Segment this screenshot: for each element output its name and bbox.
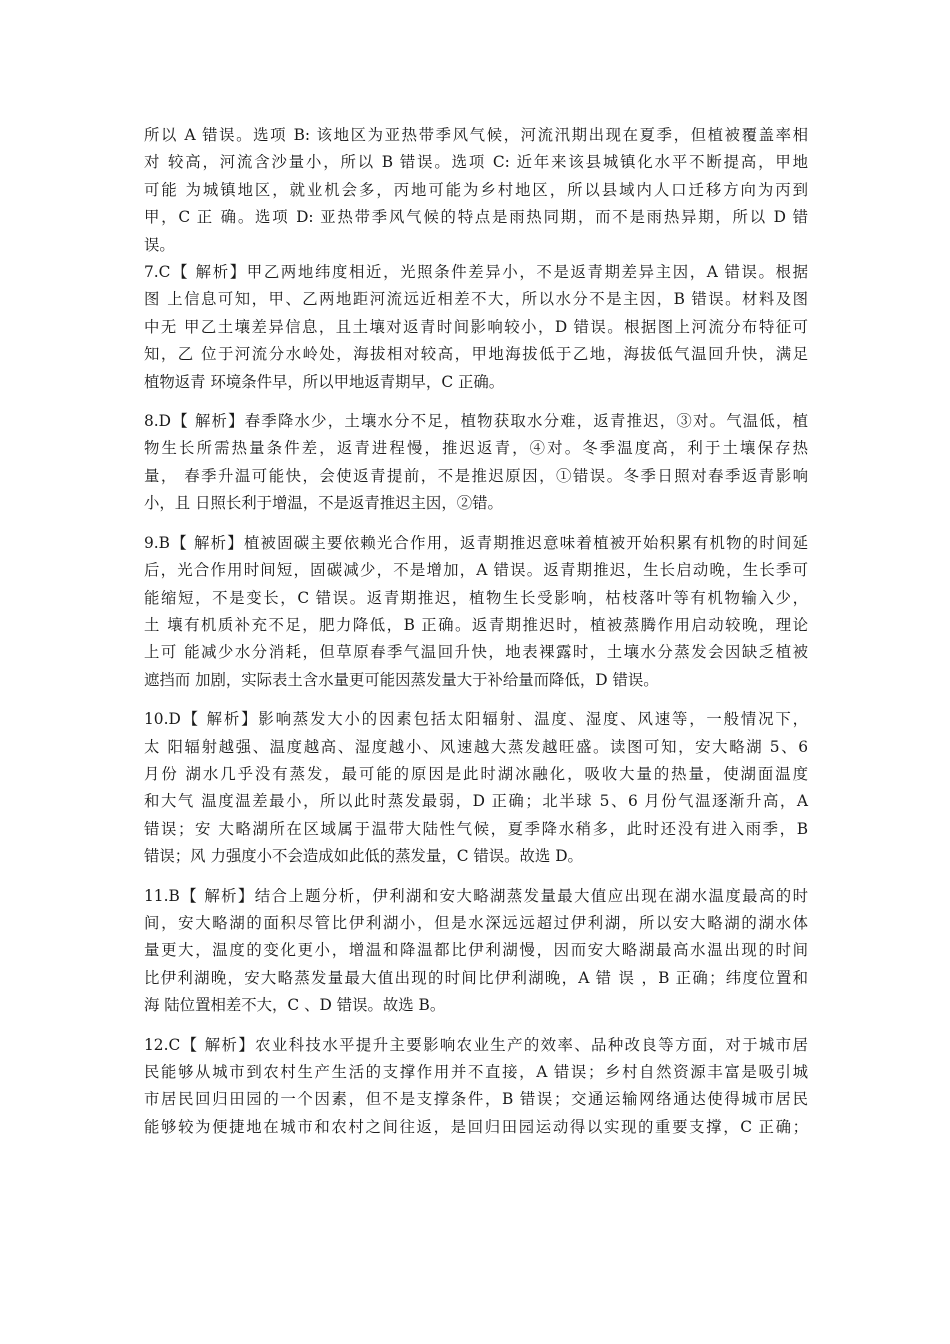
text-line: 能够较为便捷地在城市和农村之间往返，是回归田园运动得以实现的重要支撑，C 正确； (144, 1117, 808, 1136)
paragraph-answer-11 (144, 883, 808, 1020)
text-line: 植物返青 环境条件早，所以甲地返青期早，C 正确。 (144, 372, 505, 391)
text-line: 量更大，温度的变化更小，增温和降温都比伊利湖慢，因而安大略湖最高水温出现的时间 (144, 941, 808, 960)
text-line: 11.B【 解析】结合上题分析，伊利湖和安大略湖蒸发量最大值应出现在湖水温度最高的时 (144, 886, 808, 905)
text-line: 小，且 日照长利于增温，不是返青推迟主因，②错。 (144, 494, 503, 513)
text-line: 市居民回归田园的一个因素，但不是支撑条件，B 错误；交通运输网络通达使得城市居民 (144, 1090, 808, 1109)
text-line: 量， 春季升温可能快，会使返青提前，不是推迟原因，①错误。冬季日照对春季返青影响 (144, 466, 808, 485)
text-line: 甲，C 正 确。选项 D: 亚热带季风气候的特点是雨热同期，而不是雨热异期，所以 D 错 (144, 208, 808, 227)
text-line: 错误；安 大略湖所在区域属于温带大陆性气候，夏季降水稍多，此时还没有进入雨季，B (144, 819, 808, 838)
paragraph-answer-10 (144, 706, 808, 870)
text-line: 误。 (144, 235, 175, 254)
text-line: 民能够从城市到农村生产生活的支撑作用并不直接，A 错误；乡村自然资源丰富是吸引城 (144, 1063, 808, 1081)
text-line: 太 阳辐射越强、温度越高、湿度越小、风速越大蒸发越旺盛。读图可知，安大略湖 5、6 (144, 737, 808, 756)
text-line: 图 上信息可知，甲、乙两地距河流远近相差不大，所以水分不是主因，B 错误。材料及图 (144, 290, 808, 309)
answer-explanations (144, 122, 808, 1141)
text-line: 错误；风 力强度小不会造成如此低的蒸发量，C 错误。故选 D。 (144, 847, 583, 866)
text-line: 对 较高，河流含沙量小，所以 B 错误。选项 C: 近年来该县城镇化水平不断提高，甲地 (144, 153, 808, 172)
text-line: 10.D【 解析】影响蒸发大小的因素包括太阳辐射、温度、湿度、风速等，一般情况下， (144, 710, 808, 729)
paragraph-answer-8 (144, 408, 808, 518)
paragraph-options-continuation (144, 122, 808, 259)
text-line: 和大气 温度温差最小，所以此时蒸发最弱，D 正确；北半球 5、6 月份气温逐渐升高，A (144, 792, 808, 811)
text-line: 中无 甲乙土壤差异信息，且土壤对返青时间影响较小，D 错误。根据图上河流分布特征可 (144, 317, 808, 336)
text-line: 7.C【 解析】甲乙两地纬度相近，光照条件差异小，不是返青期差异主因，A 错误。根据 (144, 263, 808, 282)
text-line: 间，安大略湖的面积尽管比伊利湖小，但是水深远远超过伊利湖，所以安大略湖的湖水体 (144, 913, 808, 932)
text-line: 所以 A 错误。选项 B: 该地区为亚热带季风气候，河流汛期出现在夏季，但植被覆盖率相 (144, 126, 808, 144)
text-line: 月份 湖水几乎没有蒸发，最可能的原因是此时湖冰融化，吸收大量的热量，使湖面温度 (144, 764, 808, 783)
text-line: 海 陆位置相差不大，C 、D 错误。故选 B。 (144, 996, 446, 1015)
text-line: 土 壤有机质补充不足，肥力降低，B 正确。返青期推迟时，植被蒸腾作用启动较晚，理论 (144, 615, 808, 634)
text-line: 8.D【 解析】春季降水少，土壤水分不足，植物获取水分难，返青推迟，③对。气温低，植 (144, 412, 808, 431)
text-line: 9.B【 解析】植被固碳主要依赖光合作用，返青期推迟意味着植被开始积累有机物的时间延 (144, 533, 808, 552)
text-line: 能缩短，不是变长，C 错误。返青期推迟，植物生长受影响，枯枝落叶等有机物输入少， (144, 588, 808, 607)
text-line: 12.C【 解析】农业科技水平提升主要影响农业生产的效率、品种改良等方面，对于城市居 (144, 1035, 808, 1054)
paragraph-answer-12 (144, 1032, 808, 1142)
text-line: 遮挡而 加剧，实际表土含水量更可能因蒸发量大于补给量而降低，D 错误。 (144, 670, 659, 689)
text-line: 上可 能减少水分消耗，但草原春季气温回升快，地表裸露时，土壤水分蒸发会因缺乏植被 (144, 643, 808, 662)
text-line: 知，乙 位于河流分水岭处，海拔相对较高，甲地海拔低于乙地，海拔低气温回升快，满足 (144, 345, 808, 364)
text-line: 后，光合作用时间短，固碳减少，不是增加，A 错误。返青期推迟，生长启动晚，生长季可 (144, 561, 808, 580)
paragraph-answer-9 (144, 530, 808, 694)
paragraph-answer-7 (144, 259, 808, 396)
text-line: 物生长所需热量条件差，返青进程慢，推迟返青，④对。冬季温度高，利于土壤保存热 (144, 439, 808, 458)
text-line: 比伊利湖晚，安大略蒸发量最大值出现的时间比伊利湖晚，A 错 误 ，B 正确；纬度位置和 (144, 968, 808, 987)
text-line: 可能 为城镇地区，就业机会多，丙地可能为乡村地区，所以县域内人口迁移方向为丙到 (144, 180, 808, 199)
